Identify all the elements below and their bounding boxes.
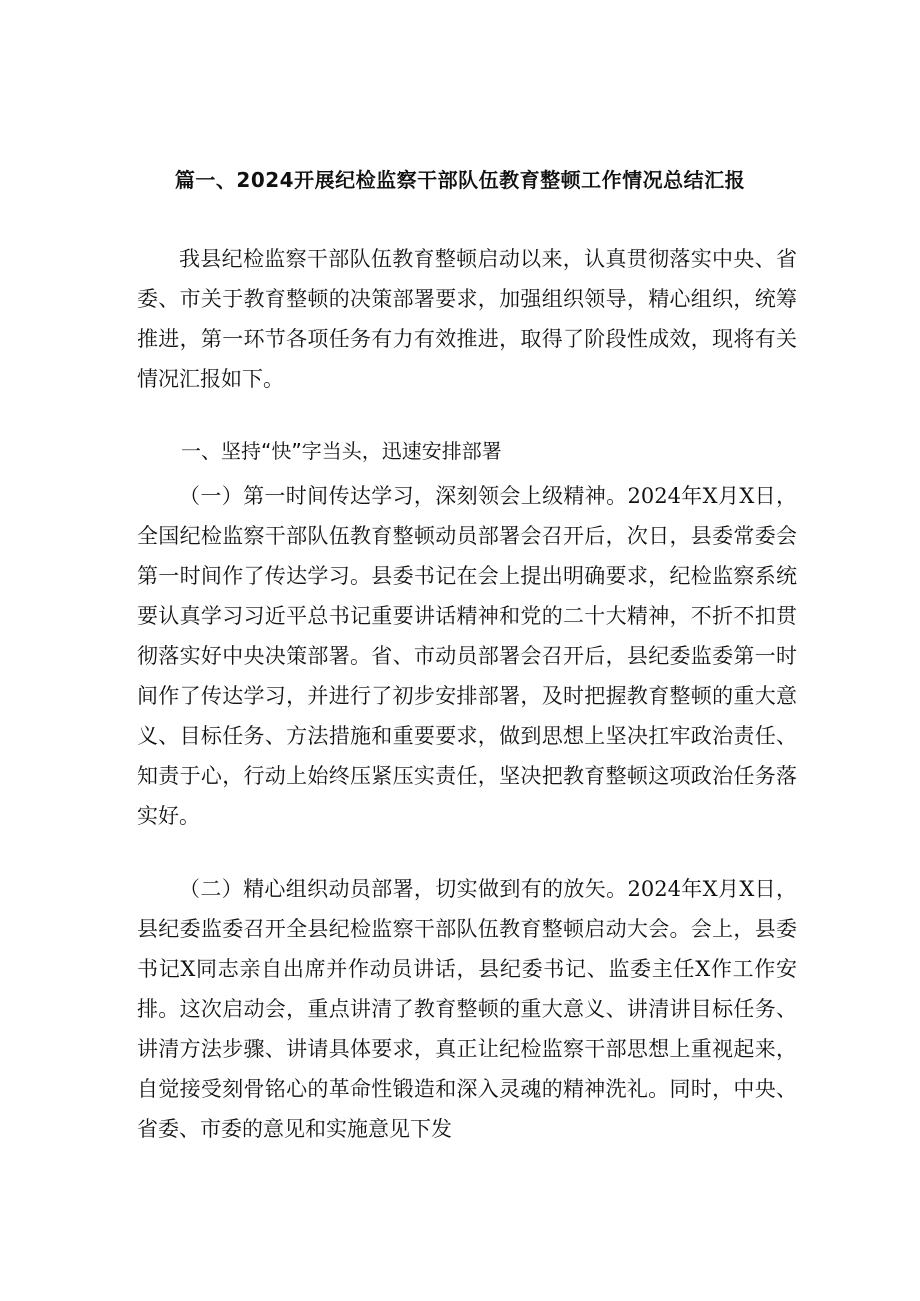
intro-paragraph: 我县纪检监察干部队伍教育整顿启动以来，认真贯彻落实中央、省委、市关于教育整顿的决策部署要求，加强组织领导，精心组织，统筹推进，第一环节各项任务有力有效推进，取得了阶段性成效，现将有关情况汇报如下。: [137, 247, 797, 391]
section-heading-1: 一、坚持“快”字当头，迅速安排部署: [181, 439, 502, 463]
paragraph-subsection-1: （一）第一时间传达学习，深刻领会上级精神。2024年X月X日，全国纪检监察干部队伍教育整顿动员部署会召开后，次日，县委常委会第一时间作了传达学习。县委书记在会上提出明确要求，纪检监察系统要认真学习习近平总书记重要讲话精神和党的二十大精神，不折不扣贯彻落实好中央决策部署。省、市动员部署会召开后，县纪委监委第一时间作了传达学习，并进行了初步安排部署，及时把握教育整顿的重大意义、目标任务、方法措施和重要要求，做到思想上坚决扛牢政治责任、知责于心，行动上始终压紧压实责任，坚决把教育整顿这项政治任务落实好。: [137, 484, 797, 828]
paragraph-subsection-2: （二）精心组织动员部署，切实做到有的放矢。2024年X月X日，县纪委监委召开全县纪检监察干部队伍教育整顿启动大会。会上，县委书记X同志亲自出席并作动员讲话，县纪委书记、监委主任X作工作安排。这次启动会，重点讲清了教育整顿的重大意义、讲清讲目标任务、讲清方法步骤、讲请具体要求，真正让纪检监察干部思想上重视起来，自觉接受刻骨铭心的革命性锻造和深入灵魂的精神洗礼。同时，中央、省委、市委的意见和实施意见下发: [137, 877, 797, 1141]
document-title: 篇一、2024开展纪检监察干部队伍教育整顿工作情况总结汇报: [174, 168, 746, 192]
